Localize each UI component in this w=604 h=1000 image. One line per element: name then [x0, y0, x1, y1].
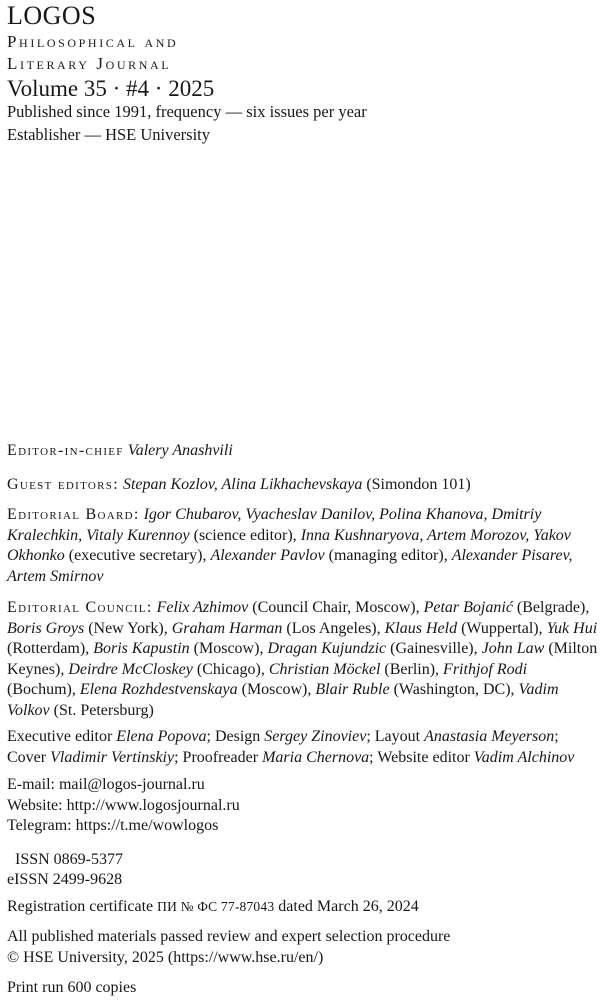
editorial-council-paragraph: Editorial Council: Felix Azhimov (Council Chair, Moscow), Petar Bojanić (Belgrade), Boris Groys (New York), Graham Harman (Los Angeles), Klaus Held (Wuppertal), Yuk Hui (Rotterdam), Boris Kapustin (Moscow), Dragan Kujundzic (Gainesville), John Law (Milton Keynes), Deirdre McCloskey (Chicago), Christian Möckel (Berlin), Frithjof Rodi (Bochum), Elena Rozhdestvenskaya (Moscow), Blair Ruble (Washington, DC), Vadim Volkov (St. Petersburg) [7, 599, 598, 719]
telegram-line: Telegram: https://t.me/wowlogos [7, 817, 219, 834]
copyright-line: © HSE University, 2025 (https://www.hse.ru/en/) [7, 948, 324, 966]
registration-certificate-line: Registration certificate ПИ № ФС 77-87043 dated March 26, 2024 [7, 897, 419, 915]
editorial-board-paragraph: Editorial Board: Igor Chubarov, Vyacheslav Danilov, Polina Khanova, Dmitriy Kralechkin, Vitaly Kurennoy (science editor), Inna Kushnaryova, Artem Morozov, Yakov Okhonko (executive secretary), Alexander Pavlov (managing editor), Alexander Pisarev, Artem Smirnov [7, 506, 573, 585]
journal-subtitle-line-1: Philosophical and [7, 32, 179, 51]
review-note-line: All published materials passed review and expert selection procedure [7, 928, 451, 945]
issn-block [7, 850, 599, 891]
establisher-line: Establisher — HSE University [7, 124, 211, 144]
eissn-line: eISSN 2499-9628 [7, 871, 123, 888]
guest-editors-line: Guest editors: Stepan Kozlov, Alina Likhachevskaya (Simondon 101) [7, 475, 471, 493]
print-run-line: Print run 600 copies [7, 979, 137, 996]
masthead [7, 1, 599, 146]
review-copyright-block [7, 927, 599, 968]
website-line: Website: http://www.logosjournal.ru [7, 796, 240, 814]
email-line: E-mail: mail@logos-journal.ru [7, 776, 205, 793]
journal-subtitle-line-2: Literary Journal [7, 54, 172, 73]
issn-line: ISSN 0869-5377 [15, 850, 124, 868]
colophon-body [7, 441, 599, 999]
editor-in-chief-line: Editor-in-chief Valery Anashvili [7, 442, 233, 459]
publication-frequency: Published since 1991, frequency — six issues per year [7, 102, 367, 121]
journal-title: LOGOS [7, 1, 97, 30]
volume-issue-year: Volume 35 · #4 · 2025 [7, 76, 215, 101]
production-credits-paragraph: Executive editor Elena Popova; Design Sergey Zinoviev; Layout Anastasia Meyerson; Cover Vladimir Vertinskiy; Proofreader Maria Chernova; Website editor Vadim Alchinov [7, 728, 575, 766]
contacts-block [7, 775, 599, 837]
